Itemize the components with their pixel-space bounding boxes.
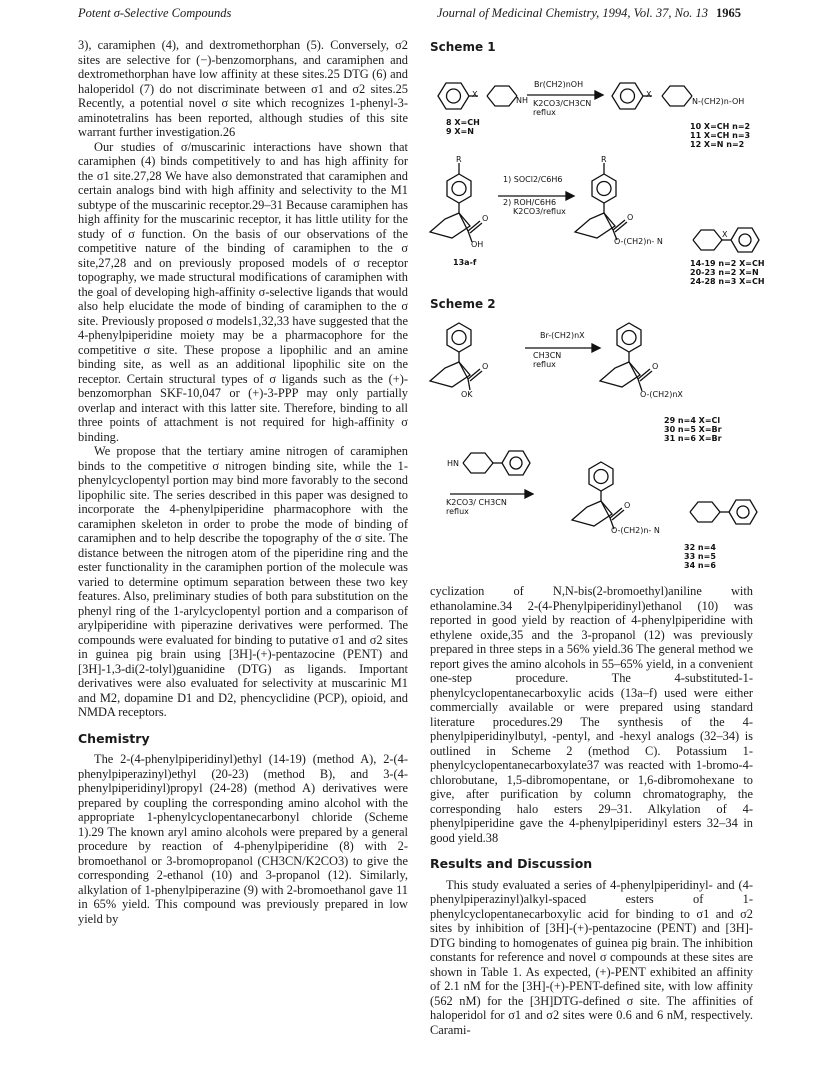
benzene-ring-icon	[592, 174, 616, 203]
compound-label: 9 X=N	[446, 127, 474, 136]
header-title: Potent σ-Selective Compounds	[78, 6, 232, 20]
cyclopentane-ring-icon	[430, 213, 470, 238]
benzene-ring-icon	[612, 83, 643, 109]
paragraph: Our studies of σ/muscarinic interactions have shown that caramiphen (4) binds competitively to and has high affinity for the σ1 site.27,28 We have also demonstrated that caramiphen and certain analogs bind with high affinity and selectivity to the M1 subtype of the muscarinic receptor.29–31 Because caramiphen has high affinity for the muscarinic receptor, it has little utility for the study of σ function. On the basis of our observations of the competitive nature of the binding of caramiphen to the σ site,27,28 and on previously proposed models of σ receptor topography, we made structural modifications of caramiphen with the goal of developing high-affinity σ-selective ligands that would also help elucidate the mode of binding of caramiphen to the σ site. Previously proposed σ models1,32,33 have suggested that the 4-phenylpiperidine moiety may be a pharmacophore for the competitive σ site. These propose a lipophilic and an amine binding site, as well as an additional lipophilic site on the receptor. Certain structural types of σ ligands such as the (+)-benzomorphan SKF-10,047 or (+)-3-PPP may only partially overlap and interact with this latter site. Therefore, binding to all three points of attachment is not required for high-affinity σ binding.	[78, 139, 408, 444]
paragraph: cyclization of N,N-bis(2-bromoethyl)aniline with ethanolamine.34 2-(4-Phenylpiperidinyl)ethanol (10) was reported in good yield by reaction of 4-phenylpiperidine with ethylene oxide,35 and the 3-propanol (12) was previously prepared in three steps in a 56% yield.36 The general method we report gives the amino alcohols in 55–65% yield, in a convenient one-step procedure. The 4-substituted-1-phenylcyclopentanecarboxylic acids (13a–f) used were either commercially available or were prepared using standard literature procedures.29 The synthesis of the 4-phenylpiperidinylbutyl, -pentyl, and -hexyl analogs (32–34) is outlined in Scheme 2 (method C). Potassium 1-phenylcyclopentanecarboxylate37 was reacted with 1-bromo-4-chlorobutane, 1,5-dibromopentane, or 1,6-dibromohexane to give, after purification by column chromatography, the corresponding halo esters 29–31. Alkylation of 4-phenylpiperidine gave the 4-phenylpiperidinyl esters 32–34 in good yield.38	[430, 584, 753, 845]
paragraph: The 2-(4-phenylpiperidinyl)ethyl (14-19) (method A), 2-(4-phenylpiperazinyl)ethyl (20-23) (method B), and 3-(4-phenylpiperidinyl)propyl (24-28) (method A) derivatives were prepared by coupling the corresponding amino alcohol with the appropriate 1-phenylcyclopentanecarbonyl chloride (Scheme 1).29 The known aryl amino alcohols were prepared by a general procedure by reaction of 4-phenylpiperidine (8) with 2-bromoethanol or 3-bromopropanol (CH3CN/K2CO3) to give the corresponding 2-ethanol (10) and 3-propanol (12). Similarly, alkylation of 1-phenylpiperazine (9) with 2-bromoethanol gave 11 in 65% yield. This compound was previously prepared in low yield by	[78, 752, 408, 926]
benzene-ring-icon	[502, 451, 530, 475]
compound-label: 31 n=6 X=Br	[664, 434, 722, 443]
reagent-label: K2CO3/ CH3CN	[446, 498, 507, 507]
compound-label: 34 n=6	[684, 561, 716, 570]
compound-label: 13a-f	[453, 258, 477, 267]
piperidine-ring-icon	[463, 453, 493, 473]
benzene-ring-icon	[447, 323, 471, 352]
piperidine-ring-icon	[487, 86, 517, 106]
benzene-ring-icon	[438, 83, 469, 109]
atom-label-o: O	[482, 362, 489, 371]
paragraph: This study evaluated a series of 4-phenylpiperidinyl- and (4-phenylpiperazinyl)alkyl-spaced esters of 1-phenylcyclopentanecarboxylic acid for binding to σ1 and σ2 sites by inhibition of [3H]-(+)-pentazocine (PENT) and [3H]-DTG binding to homogenates of guinea pig brain. The inhibition constants for reference and novel σ compounds at these sites are shown in Table 1. As expected, (+)-PENT exhibited an affinity of 2.1 nM for the [3H]-(+)-PENT-defined site, with low affinity (562 nM) for the [3H]DTG-defined σ site. The affinities of haloperidol for σ1 and σ2 sites were 0.6 and 6 nM, respectively. Carami-	[430, 877, 753, 1037]
benzene-ring-icon	[617, 323, 641, 352]
reagent-label: CH3CN	[533, 351, 562, 360]
section-heading-results: Results and Discussion	[430, 856, 593, 871]
cyclopentane-ring-icon	[572, 501, 612, 526]
benzene-ring-icon	[447, 174, 471, 203]
atom-label-x: X	[472, 90, 478, 99]
compound-label: 33 n=5	[684, 552, 716, 561]
benzene-ring-icon	[731, 228, 759, 252]
scheme-1-title: Scheme 1	[430, 40, 496, 54]
chain-label: O-(CH2)n- N	[614, 237, 663, 246]
compound-label: 32 n=4	[684, 543, 716, 552]
atom-label-o: O	[627, 213, 634, 222]
reagent-label: K2CO3/CH3CN	[533, 99, 592, 108]
substituent-r: R	[601, 155, 607, 164]
reagent-label: K2CO3/reflux	[513, 207, 566, 216]
piperidine-ring-icon	[662, 86, 692, 106]
atom-label-o: O	[624, 501, 631, 510]
compound-label: 20-23 n=2 X=N	[690, 268, 759, 277]
chain-label: O-(CH2)n- N	[611, 526, 660, 535]
scheme-2-title: Scheme 2	[430, 297, 496, 311]
atom-label-x: X	[646, 90, 652, 99]
benzene-ring-icon	[729, 500, 757, 524]
chain-label: O-(CH2)nX	[640, 390, 683, 399]
atom-label-o: O	[652, 362, 659, 371]
reagent-label: Br-(CH2)nX	[540, 331, 585, 340]
benzene-ring-icon	[589, 462, 613, 491]
compound-label: 30 n=5 X=Br	[664, 425, 722, 434]
journal-citation: Journal of Medicinal Chemistry, 1994, Vol. 37, No. 13	[436, 6, 708, 20]
compound-label: 8 X=CH	[446, 118, 480, 127]
section-heading-chemistry: Chemistry	[78, 730, 150, 746]
reagent-label: Br(CH2)nOH	[534, 80, 584, 89]
cyclopentane-ring-icon	[600, 362, 640, 387]
paragraph: We propose that the tertiary amine nitrogen of caramiphen binds to the competitive σ nitrogen binding site, while the 1-phenylcyclopentyl portion may bind more favorably to the second lipophilic site. The series described in this paper was designed to incorporate the 4-phenylpiperidine pharmacophore with the caramiphen skeleton in order to probe the mode of binding of caramiphen and to help describe the topography of the σ site. The distance between the nitrogen atom of the piperidine ring and the ester functionality in the caramiphen portion of the molecule was varied to determine optimum separation between these two key features. Also, preliminary studies of both para substitution on the phenyl ring of the 1-arylcyclopentyl portion and a comparison of arylpiperidine with piperazine derivatives were performed. The compounds were evaluated for binding to putative σ1 and σ2 sites in guinea pig brain using [3H]-(+)-pentazocine (PENT) and [3H]-1,3-di(2-tolyl)guanidine (DTG) as ligands. Important derivatives were also evaluated for selectivity at muscarinic M1 and M2, dopamine D1 and D2, phencyclidine (PCP), opioid, and NMDA receptors.	[78, 444, 408, 719]
paragraph: 3), caramiphen (4), and dextromethorphan (5). Conversely, σ2 sites are selective for (−)-benzomorphans, and caramiphen and dextromethorphan have low affinity at these sites.25 DTG (6) and haloperidol (7) do not discriminate between σ1 and σ2 sites.25 Recently, a potential novel σ site which recognizes 1-phenyl-3-aminotetralins has been reported, although studies of this site warrant further investigation.26	[78, 38, 408, 139]
atom-label-hn: HN	[447, 459, 459, 468]
atom-label-o: O	[482, 214, 489, 223]
cyclopentane-ring-icon	[430, 362, 470, 387]
compound-label: 14-19 n=2 X=CH	[690, 259, 765, 268]
atom-label-x: X	[722, 230, 728, 239]
compound-label: 24-28 n=3 X=CH	[690, 277, 765, 286]
piperidine-ring-icon	[690, 502, 720, 522]
reagent-label: reflux	[533, 108, 556, 117]
reagent-label: reflux	[533, 360, 556, 369]
atom-label-nh: NH	[516, 96, 528, 105]
reagent-label: 2) ROH/C6H6	[503, 198, 557, 207]
atom-label-n: N-(CH2)n-OH	[692, 97, 745, 106]
compound-label: 12 X=N n=2	[690, 140, 745, 149]
cyclopentane-ring-icon	[575, 213, 615, 238]
reagent-label: 1) SOCl2/C6H6	[503, 175, 563, 184]
compound-label: 10 X=CH n=2	[690, 122, 751, 131]
compound-label: 29 n=4 X=Cl	[664, 416, 721, 425]
reagent-label: reflux	[446, 507, 469, 516]
substituent-r: R	[456, 155, 462, 164]
compound-label: 11 X=CH n=3	[690, 131, 751, 140]
atom-label-oh: OH	[471, 240, 484, 249]
atom-label-ok: OK	[461, 390, 473, 399]
piperidine-ring-icon	[693, 230, 722, 250]
page-number: 1965	[716, 6, 741, 20]
